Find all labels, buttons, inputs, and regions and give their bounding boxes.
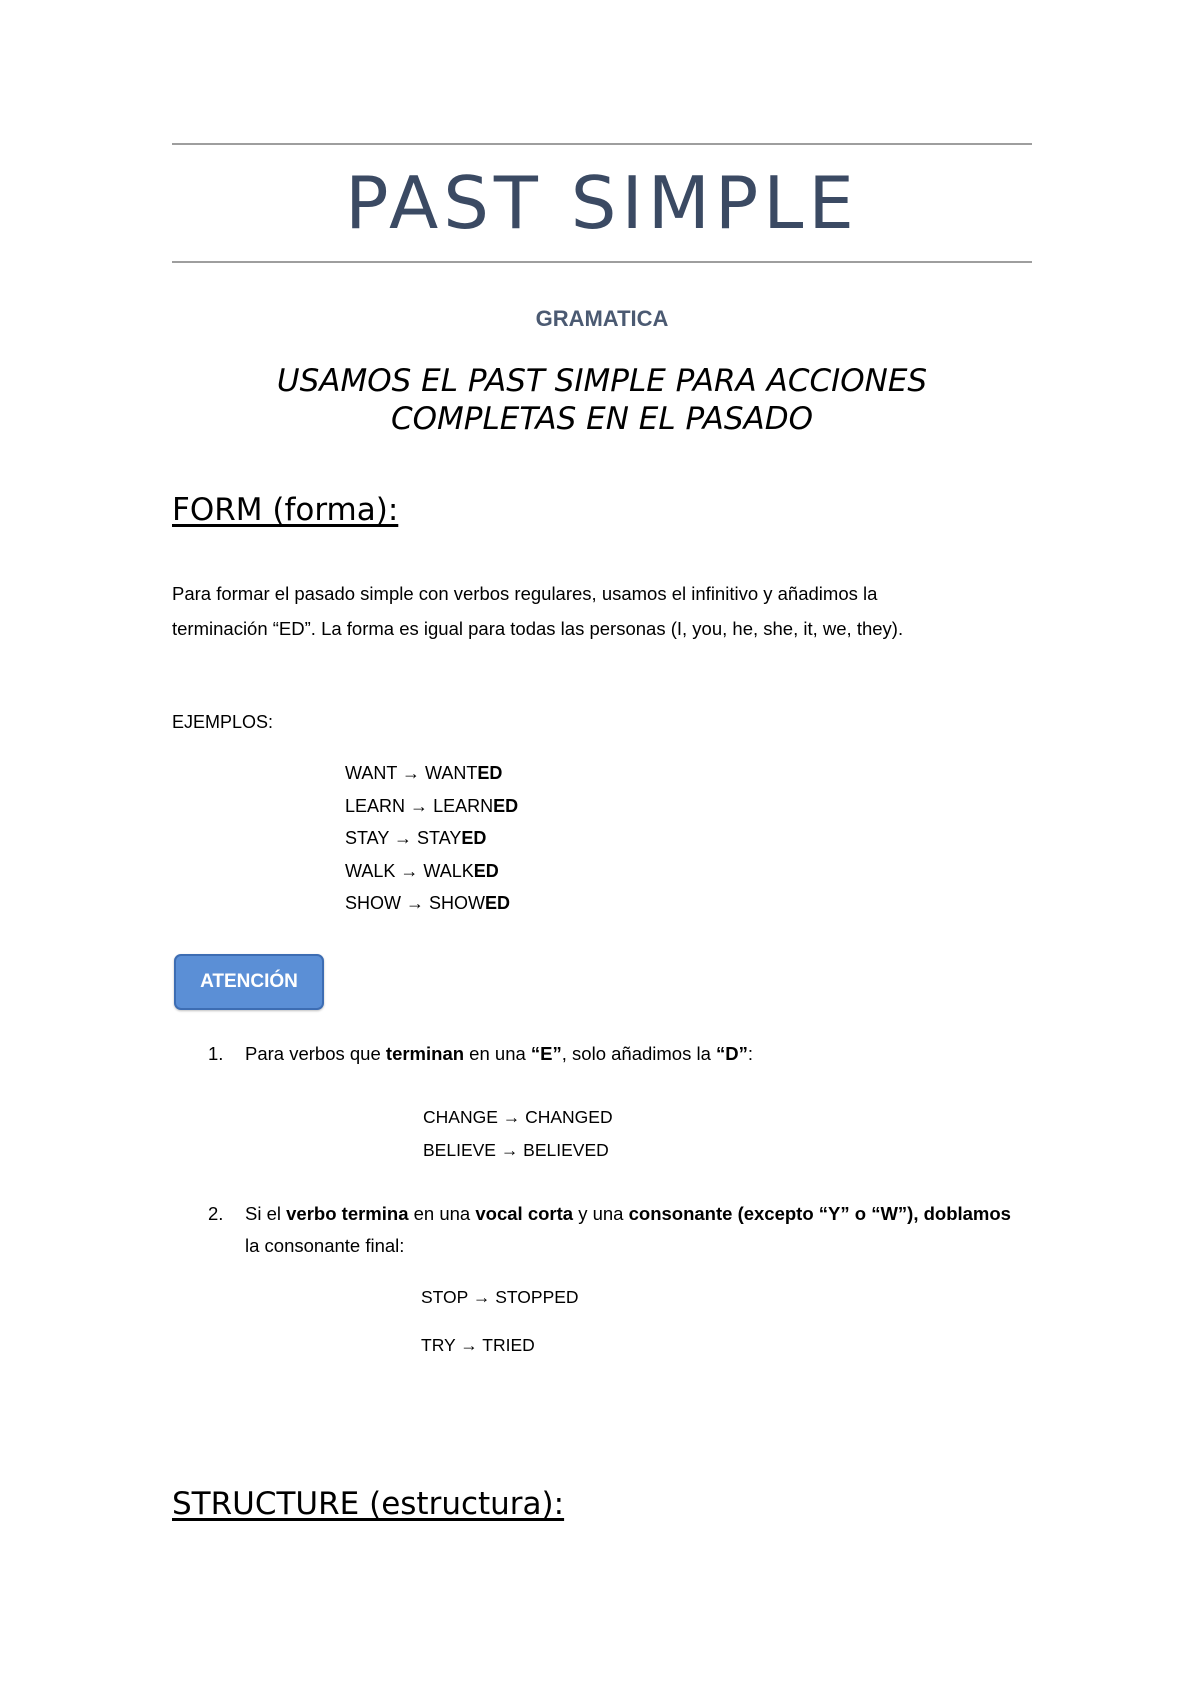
rule-text: Para verbos que terminan en una “E”, solo añadimos la “D”: [245, 1043, 754, 1064]
list-item: STAY → STAYED [345, 828, 487, 848]
list-item: LEARN → LEARNED [345, 795, 519, 816]
list-item: WALK → WALKED [345, 860, 499, 881]
rule-text: Si el verbo termina en una vocal corta y una consonante (excepto “Y” o “W”), doblamos la consonante final: [245, 1203, 1011, 1256]
examples-label: EJEMPLOS: [172, 712, 274, 732]
form-paragraph-line-1: Para formar el pasado simple con verbos regulares, usamos el infinitivo y añadimos la [172, 583, 878, 604]
rule2-example-1: STOP → STOPPED [421, 1287, 579, 1307]
lead-line-2: COMPLETAS EN EL PASADO [390, 401, 814, 437]
list-number: 2. [208, 1203, 224, 1224]
lead-statement [172, 362, 1032, 438]
rule1-examples [423, 1101, 613, 1167]
list-item: SHOW → SHOWED [345, 893, 511, 913]
form-paragraph [172, 576, 1032, 646]
list-item: WANT → WANTED [345, 763, 503, 783]
page-title: PAST SIMPLE [345, 161, 859, 245]
structure-heading: STRUCTURE (estructura): [172, 1486, 565, 1522]
title-bottom-rule [172, 261, 1032, 263]
lead-line-1: USAMOS EL PAST SIMPLE PARA ACCIONES [276, 363, 928, 399]
list-item: BELIEVE → BELIEVED [423, 1140, 609, 1160]
examples-list [345, 757, 518, 920]
list-number: 1. [208, 1043, 224, 1064]
rule2-example-2: TRY → TRIED [421, 1335, 535, 1355]
attention-button[interactable]: ATENCIÓN [174, 954, 324, 1010]
form-paragraph-line-2: terminación “ED”. La forma es igual para todas las personas (I, you, he, she, it, we, they). [172, 618, 904, 639]
list-item: CHANGE → CHANGED [423, 1107, 613, 1127]
section-subtitle: GRAMATICA [535, 306, 669, 331]
title-top-rule [172, 143, 1032, 145]
form-heading: FORM (forma): [172, 492, 399, 528]
